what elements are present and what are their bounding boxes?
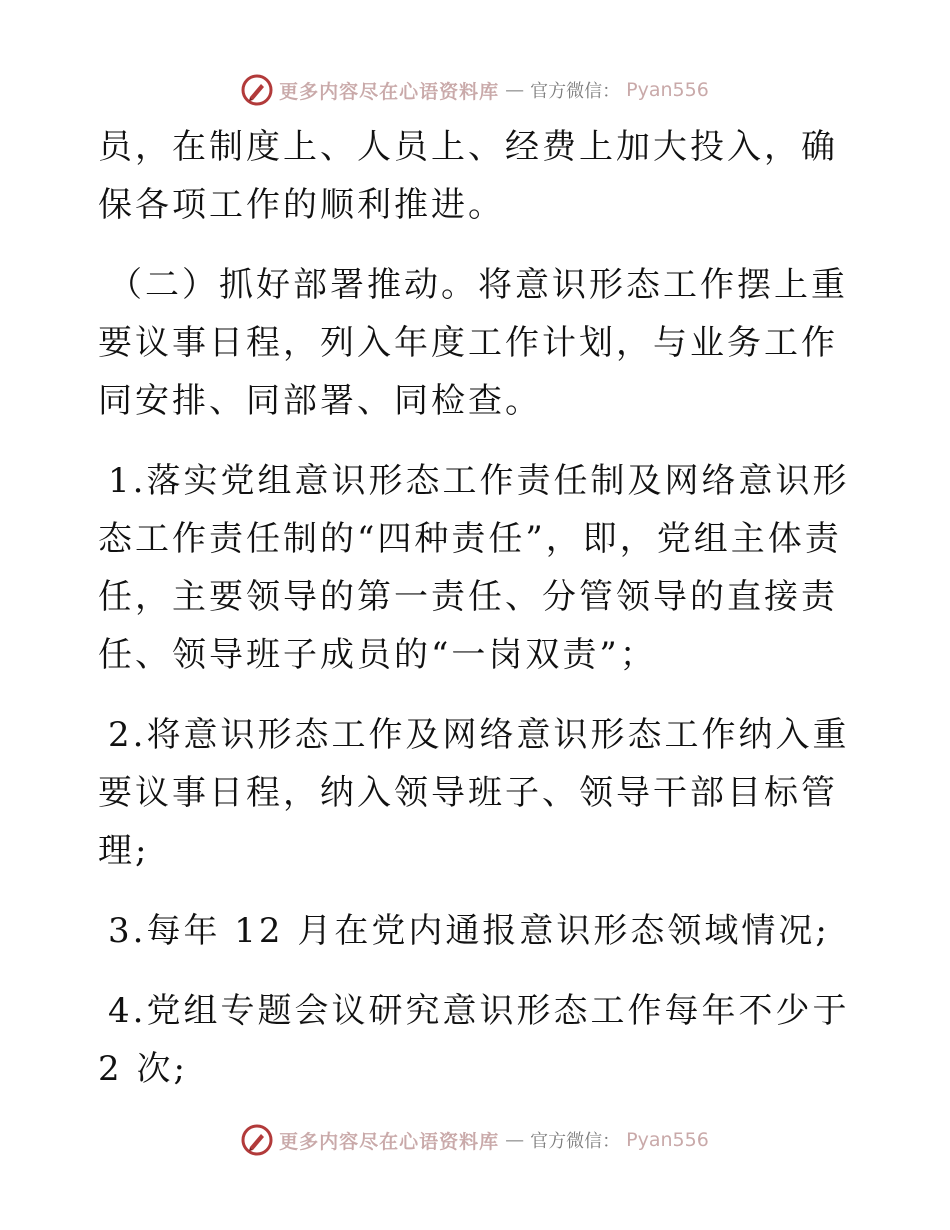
watermark-brand: 更多内容尽在心语资料库 — [279, 1130, 500, 1153]
document-body — [98, 118, 858, 1120]
watermark-separator: — — [505, 1129, 525, 1151]
watermark-contact-id: Pyan556 — [626, 1129, 709, 1151]
pen-logo-icon — [241, 1124, 273, 1156]
pen-logo-icon — [241, 74, 273, 106]
watermark-contact-label: 官方微信： — [530, 81, 621, 102]
paragraph-item-1: 1.落实党组意识形态工作责任制及网络意识形态工作责任制的“四种责任”，即，党组主体责任，主要领导的第一责任、分管领导的直接责任、领导班子成员的“一岗双责”； — [98, 461, 850, 675]
paragraph-continuation: 员，在制度上、人员上、经费上加大投入，确保各项工作的顺利推进。 — [98, 127, 838, 225]
paragraph-item-3: 3.每年 12 月在党内通报意识形态领域情况; — [108, 911, 830, 951]
header-watermark — [0, 70, 950, 110]
watermark-brand: 更多内容尽在心语资料库 — [279, 80, 500, 103]
footer-watermark — [0, 1120, 950, 1160]
paragraph-section-two: （二）抓好部署推动。将意识形态工作摆上重要议事日程，列入年度工作计划，与业务工作同安排、同部署、同检查。 — [98, 265, 848, 421]
watermark-separator: — — [505, 79, 525, 101]
watermark-contact-label: 官方微信： — [530, 1131, 621, 1152]
paragraph-item-2: 2.将意识形态工作及网络意识形态工作纳入重要议事日程，纳入领导班子、领导干部目标管理; — [98, 715, 850, 871]
paragraph-item-4: 4.党组专题会议研究意识形态工作每年不少于 2 次; — [98, 991, 850, 1089]
watermark-contact-id: Pyan556 — [626, 79, 709, 101]
